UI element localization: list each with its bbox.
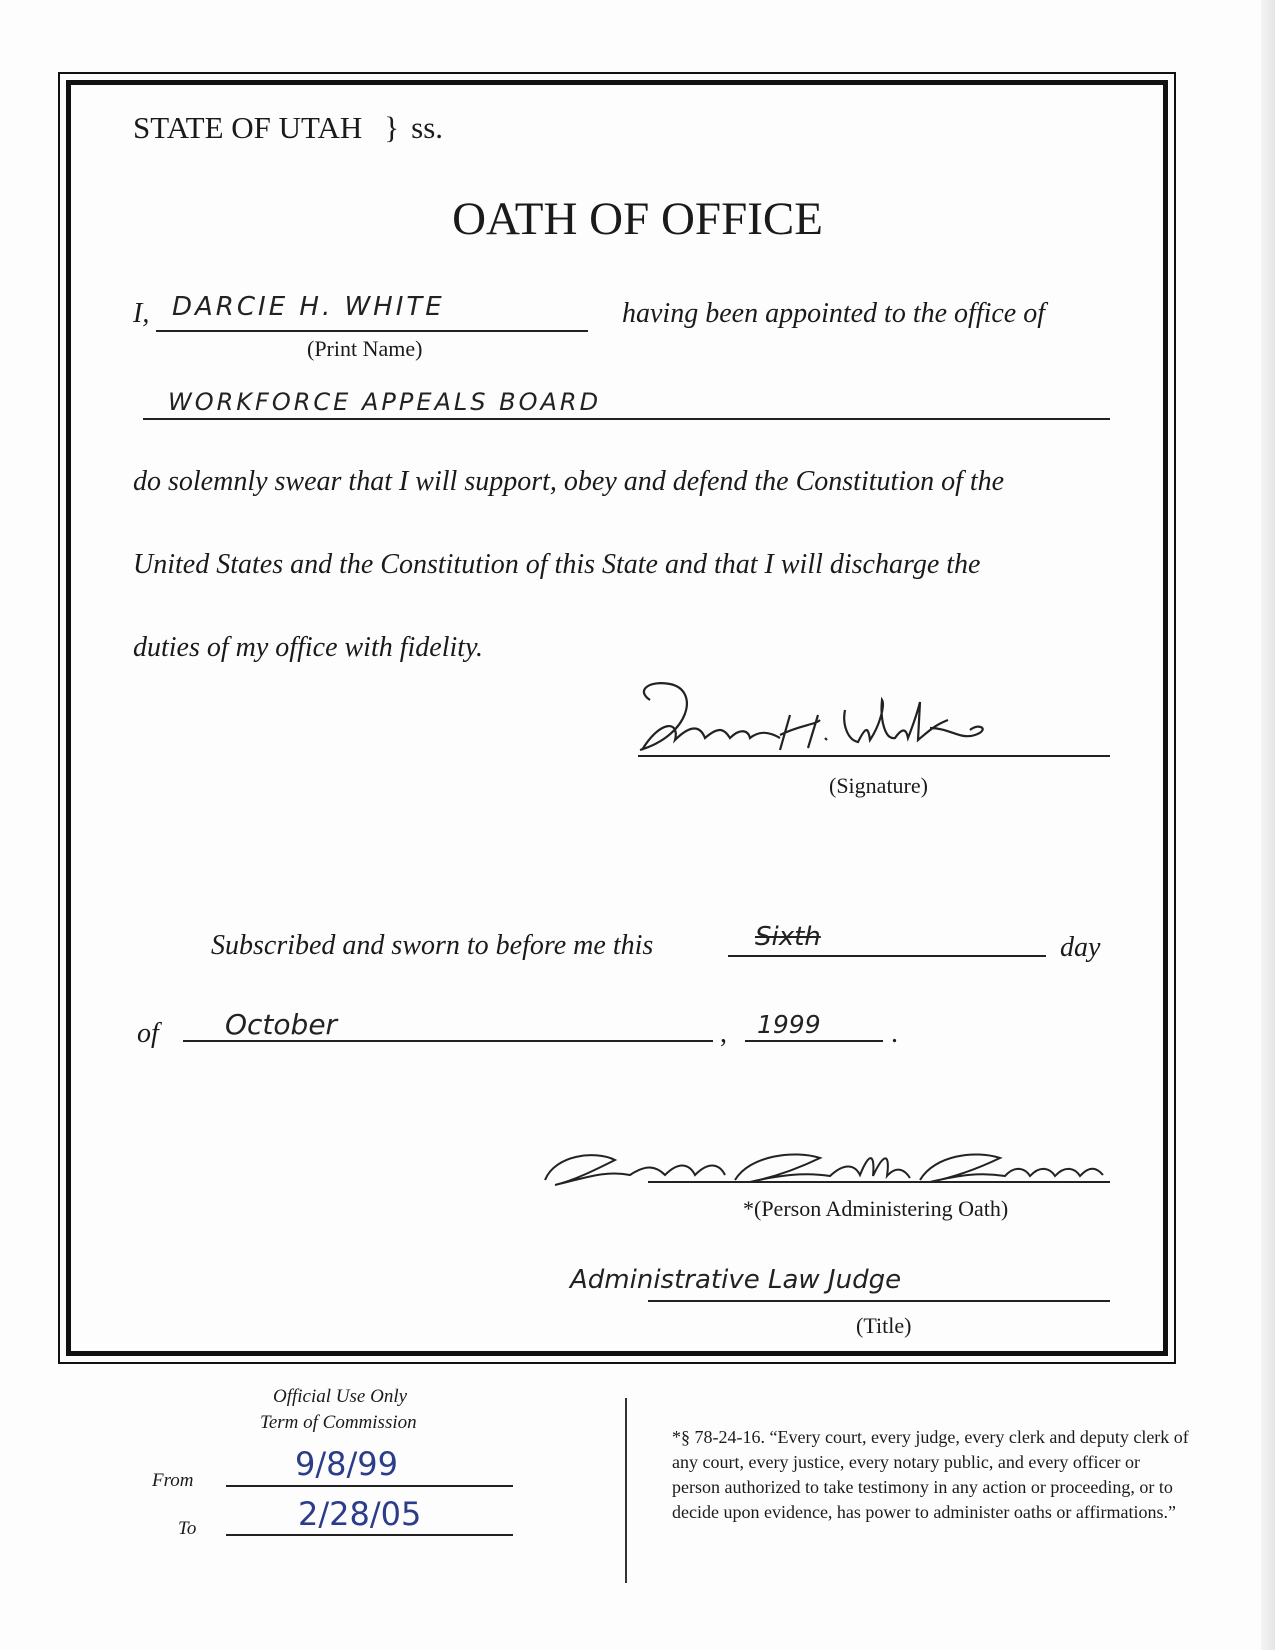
- appointed-text: having been appointed to the office of: [622, 298, 1046, 329]
- official-use-heading: Official Use Only: [273, 1386, 408, 1407]
- footer-divider: [625, 1398, 627, 1583]
- print-name-caption: (Print Name): [307, 336, 423, 361]
- administrator-line: [648, 1181, 1110, 1183]
- day-label: day: [1060, 932, 1101, 963]
- from-date-handwriting: 9/8/99: [295, 1445, 398, 1483]
- day-line: [728, 955, 1046, 957]
- oath-text-line3: duties of my office with fidelity.: [133, 632, 483, 663]
- document-title: OATH OF OFFICE: [452, 193, 823, 245]
- term-of-commission-heading: Term of Commission: [260, 1412, 417, 1433]
- oath-text-line2: United States and the Constitution of this State and that I will discharge the: [133, 549, 981, 580]
- oath-text-line1: do solemnly swear that I will support, obey and defend the Constitution of the: [133, 466, 1005, 497]
- scan-edge: [1261, 0, 1275, 1650]
- statute-footnote: *§ 78-24-16. “Every court, every judge, every clerk and deputy clerk of any court, every justice, every notary public, and every officer or person authorized to take testimony in any action or proceeding, or to decide upon evidence, has power to administer oaths or affirmations.”: [672, 1427, 1189, 1522]
- title-line: [648, 1300, 1110, 1302]
- print-name-handwriting: DARCIE H. WHITE: [172, 292, 445, 322]
- signature-caption: (Signature): [829, 773, 928, 798]
- from-label: From: [152, 1470, 194, 1491]
- oath-prefix: I,: [133, 298, 150, 329]
- office-handwriting: WORKFORCE APPEALS BOARD: [168, 388, 602, 416]
- to-label: To: [178, 1518, 197, 1539]
- month-handwriting: October: [225, 1008, 338, 1041]
- print-name-line: [156, 330, 588, 332]
- state-heading: [133, 110, 443, 146]
- title-handwriting: Administrative Law Judge: [570, 1265, 902, 1295]
- to-date-handwriting: 2/28/05: [298, 1495, 422, 1533]
- year-line: [745, 1040, 883, 1042]
- comma: ,: [720, 1018, 727, 1049]
- day-handwriting: Sixth: [755, 922, 821, 952]
- administrator-caption: *(Person Administering Oath): [743, 1196, 1009, 1221]
- brace: }: [384, 110, 400, 145]
- to-line: [226, 1534, 513, 1536]
- title-caption: (Title): [856, 1313, 912, 1338]
- period: .: [891, 1018, 898, 1049]
- signature-line: [638, 755, 1110, 757]
- signature-image: [630, 680, 1010, 760]
- state-name: STATE OF UTAH: [133, 110, 363, 145]
- of-label: of: [137, 1018, 159, 1049]
- month-line: [183, 1040, 713, 1042]
- year-handwriting: 1999: [757, 1010, 821, 1039]
- from-line: [226, 1485, 513, 1487]
- office-line: [143, 418, 1110, 420]
- sworn-text: Subscribed and sworn to before me this: [211, 930, 654, 961]
- ss-abbrev: ss.: [411, 110, 444, 145]
- administrator-signature-image: [535, 1140, 1115, 1200]
